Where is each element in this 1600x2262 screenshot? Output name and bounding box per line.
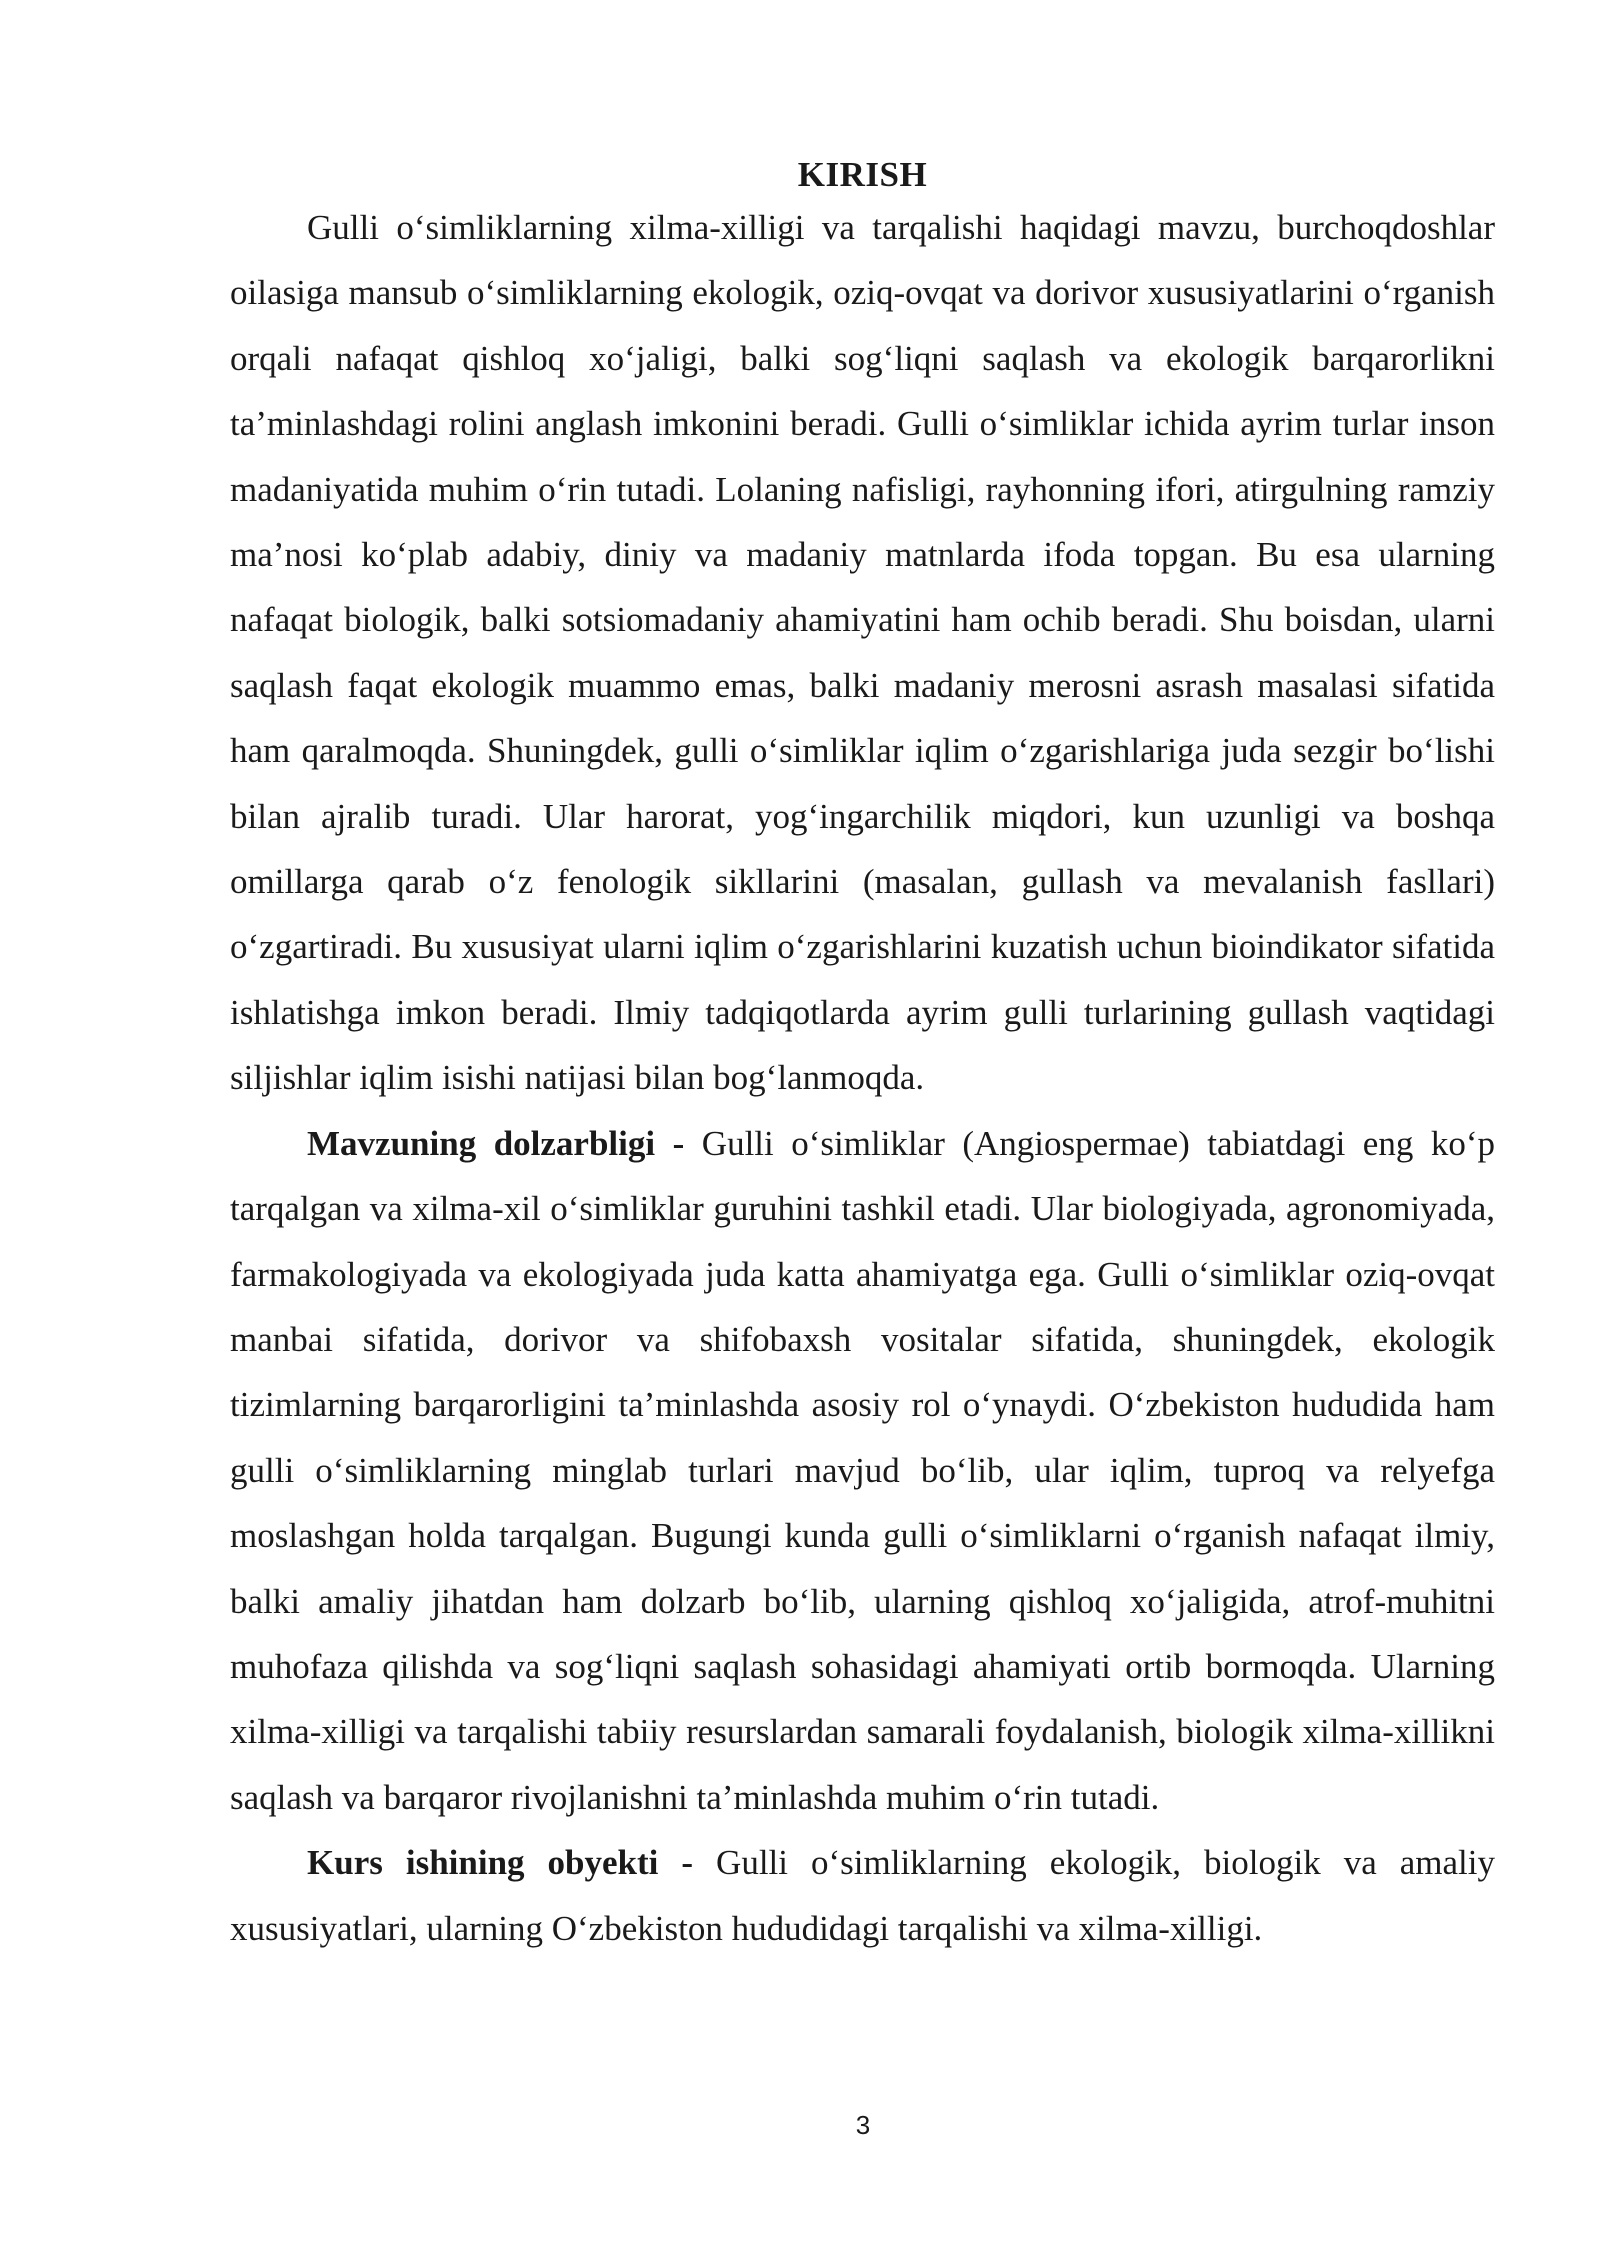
paragraph-text: Gulli o‘simliklarning xilma-xilligi va tarqalishi haqidagi mavzu, burchoqdoshlar oilasiga mansub o‘simliklarning ekologik, oziq-ovqat va dorivor xususiyatlarini o‘rganish orqali nafaqat qishloq xo‘jaligi, balki sog‘liqni saqlash va ekologik barqarorlikni ta’minlashdagi rolini anglash imkonini beradi. Gulli o‘simliklar ichida ayrim turlar inson madaniyatida muhim o‘rin tutadi. Lolaning nafisligi, rayhonning ifori, atirgulning ramziy ma’nosi ko‘plab adabiy, diniy va madaniy matnlarda ifoda topgan. Bu esa ularning nafaqat biologik, balki sotsiomadaniy ahamiyatini ham ochib beradi. Shu boisdan, ularni saqlash faqat ekologik muammo emas, balki madaniy merosni asrash masalasi sifatida ham qaralmoqda. Shuningdek, gulli o‘simliklar iqlim o‘zgarishlariga juda sezgir bo‘lishi bilan ajralib turadi. Ular harorat, yog‘ingarchilik miqdori, kun uzunligi va boshqa omillarga qarab o‘z fenologik sikllarini (masalan, gullash va mevalanish fasllari) o‘zgartiradi. Bu xususiyat ularni iqlim o‘zgarishlarini kuzatish uchun bioindikator sifatida ishlatishga imkon beradi. Ilmiy tadqiqotlarda ayrim gulli turlarining gullash vaqtidagi siljishlar iqlim isishi natijasi bilan bog‘lanmoqda. <box>230 208 1495 1098</box>
document-page <box>230 150 1495 1961</box>
paragraph-introduction <box>230 195 1495 1111</box>
paragraph-lead: Kurs ishining obyekti <box>307 1843 659 1883</box>
paragraph-separator: - <box>655 1123 702 1163</box>
paragraph-text: Gulli o‘simliklarning ekologik, biologik va amaliy xususiyatlari, ularning O‘zbekiston hududidagi tarqalishi va xilma-xilligi. <box>230 1843 1495 1948</box>
paragraph-text: Gulli o‘simliklar (Angiospermae) tabiatdagi eng ko‘p tarqalgan va xilma-xil o‘simliklar guruhini tashkil etadi. Ular biologiyada, agronomiyada, farmakologiyada va ekologiyada juda katta ahamiyatga ega. Gulli o‘simliklar oziq-ovqat manbai sifatida, dorivor va shifobaxsh vositalar sifatida, shuningdek, ekologik tizimlarning barqarorligini ta’minlashda asosiy rol o‘ynaydi. O‘zbekiston hududida ham gulli o‘simliklarning minglab turlari mavjud bo‘lib, ular iqlim, tuproq va relyefga moslashgan holda tarqalgan. Bugungi kunda gulli o‘simliklarni o‘rganish nafaqat ilmiy, balki amaliy jihatdan ham dolzarb bo‘lib, ularning qishloq xo‘jaligida, atrof-muhitni muhofaza qilishda va sog‘liqni saqlash sohasidagi ahamiyati ortib bormoqda. Ularning xilma-xilligi va tarqalishi tabiiy resurslardan samarali foydalanish, biologik xilma-xillikni saqlash va barqaror rivojlanishni ta’minlashda muhim o‘rin tutadi. <box>230 1123 1496 1817</box>
section-title: KIRISH <box>797 155 928 194</box>
paragraph-lead: Mavzuning dolzarbligi <box>307 1123 656 1163</box>
paragraph-relevance <box>230 1111 1495 1830</box>
paragraph-separator: - <box>658 1843 717 1883</box>
page-number: 3 <box>855 2110 871 2140</box>
paragraph-object <box>230 1830 1495 1961</box>
